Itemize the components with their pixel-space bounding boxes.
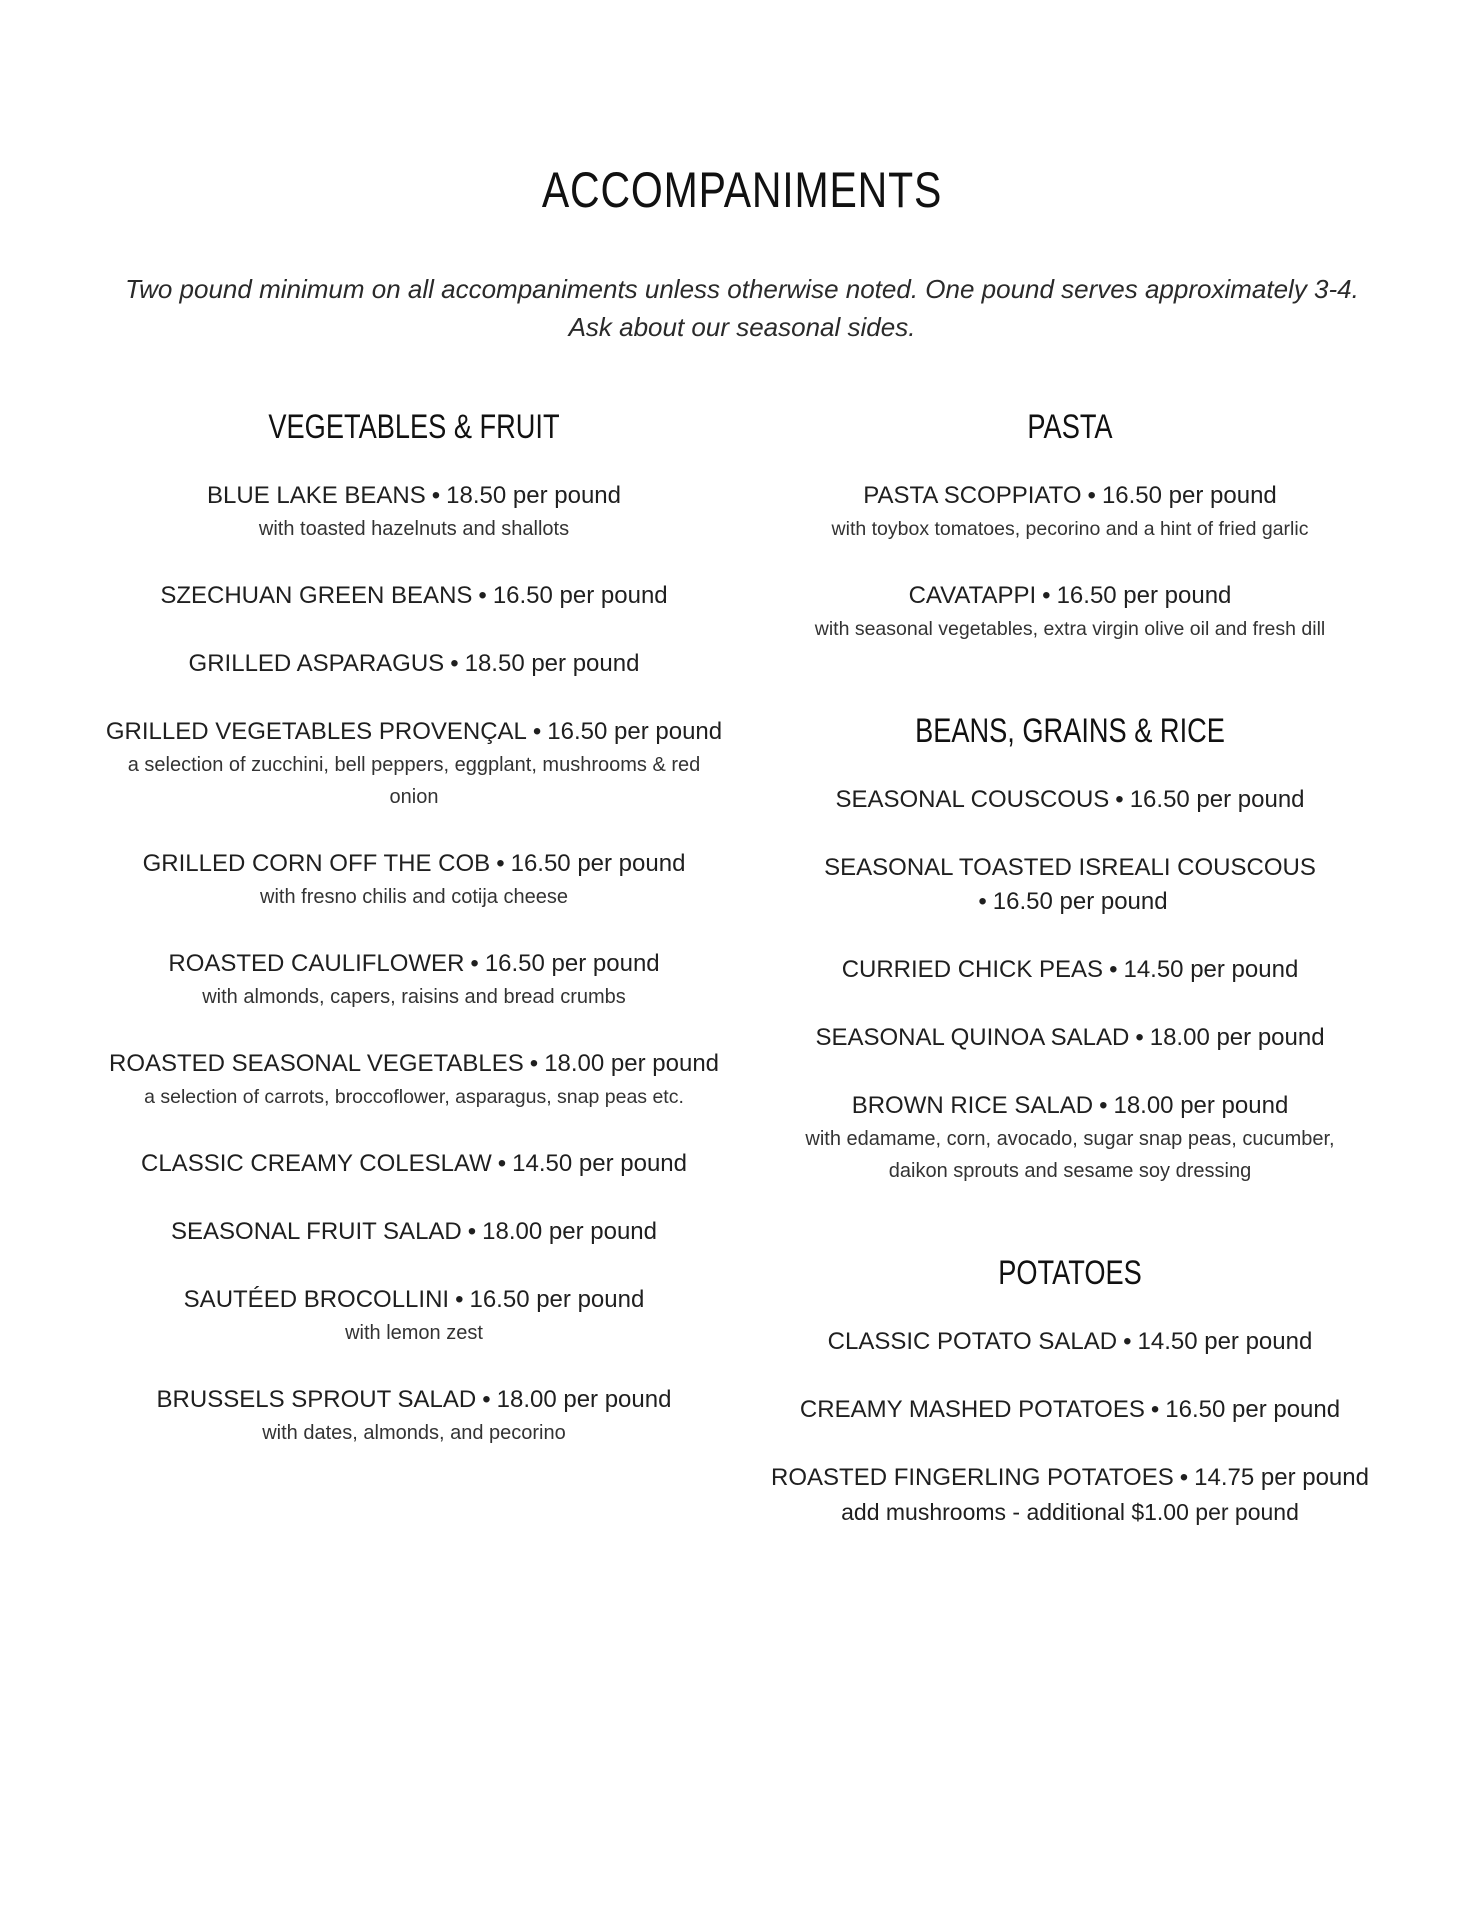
item-name: SEASONAL TOASTED ISREALI COUSCOUS <box>824 854 1316 881</box>
section-title-pasta: PASTA <box>1027 408 1113 446</box>
item-description: with dates, almonds, and pecorino <box>262 1422 566 1444</box>
menu-item <box>104 715 724 813</box>
item-description: with almonds, capers, raisins and bread crumbs <box>202 986 626 1008</box>
intro-note <box>0 270 1484 346</box>
bullet-separator: • <box>1087 482 1096 509</box>
bullet-separator: • <box>470 950 479 977</box>
menu-item <box>760 1089 1380 1187</box>
item-price: 18.00 per pound <box>482 1218 657 1245</box>
item-name: CLASSIC POTATO SALAD <box>827 1328 1118 1355</box>
item-name: GRILLED VEGETABLES PROVENÇAL <box>105 718 527 745</box>
item-name: GRILLED ASPARAGUS <box>188 650 445 677</box>
menu-item <box>104 847 724 913</box>
item-name: BLUE LAKE BEANS <box>207 482 426 509</box>
menu-item <box>760 783 1380 817</box>
bullet-separator: • <box>978 888 987 915</box>
item-description: with edamame, corn, avocado, sugar snap peas, cucumber, daikon sprouts and sesame soy dressing <box>805 1128 1335 1182</box>
page-title: ACCOMPANIMENTS <box>541 162 943 218</box>
menu-item <box>104 1047 724 1113</box>
pasta-section <box>760 405 1380 645</box>
menu-item <box>760 1461 1380 1529</box>
item-name: PASTA SCOPPIATO <box>863 482 1082 509</box>
item-name: BROWN RICE SALAD <box>851 1092 1094 1119</box>
item-price: 16.50 per pound <box>484 950 660 977</box>
menu-item <box>760 1021 1380 1055</box>
item-price: 16.50 per pound <box>1101 482 1277 509</box>
item-name: CURRIED CHICK PEAS <box>841 956 1104 983</box>
bullet-separator: • <box>497 1150 507 1177</box>
item-name: GRILLED CORN OFF THE COB <box>142 850 491 877</box>
bullet-separator: • <box>1099 1092 1108 1119</box>
intro-line-1: Two pound minimum on all accompaniments unless otherwise noted. One pound serves approximately 3-4. <box>125 274 1359 304</box>
menu-item <box>760 1393 1380 1427</box>
menu-item <box>760 1325 1380 1359</box>
item-price: 16.50 per pound <box>492 582 668 609</box>
item-name: ROASTED CAULIFLOWER <box>168 950 465 977</box>
item-price: 14.50 per pound <box>512 1150 687 1177</box>
item-name: SEASONAL COUSCOUS <box>835 786 1110 813</box>
menu-item <box>104 1383 724 1449</box>
item-price: 16.50 per pound <box>510 850 686 877</box>
item-description: add mushrooms - additional $1.00 per pound <box>841 1499 1299 1525</box>
item-price: 18.00 per pound <box>496 1386 672 1413</box>
item-price: 14.50 per pound <box>1123 956 1299 983</box>
bullet-separator: • <box>450 650 459 677</box>
bullet-separator: • <box>529 1050 539 1077</box>
item-name: SAUTÉED BROCOLLINI <box>183 1286 450 1313</box>
item-name: ROASTED SEASONAL VEGETABLES <box>108 1050 524 1077</box>
menu-item <box>760 479 1380 545</box>
item-name: BRUSSELS SPROUT SALAD <box>156 1386 477 1413</box>
item-price: 16.50 per pound <box>1165 1396 1341 1423</box>
menu-item <box>760 953 1380 987</box>
item-description: a selection of carrots, broccoflower, asparagus, snap peas etc. <box>144 1086 684 1108</box>
menu-item <box>104 647 724 681</box>
item-price: 16.50 per pound <box>469 1286 645 1313</box>
potatoes-section <box>760 1251 1380 1529</box>
bullet-separator: • <box>1109 956 1118 983</box>
item-price: 16.50 per pound <box>1129 786 1305 813</box>
beans-grains-rice-section <box>760 709 1380 1187</box>
item-name: CREAMY MASHED POTATOES <box>799 1396 1145 1423</box>
bullet-separator: • <box>1150 1396 1160 1423</box>
vegetables-fruit-column <box>104 405 724 1483</box>
section-title-vegetables-fruit: VEGETABLES & FRUIT <box>268 408 560 446</box>
bullet-separator: • <box>496 850 505 877</box>
bullet-separator: • <box>482 1386 491 1413</box>
bullet-separator: • <box>532 718 542 745</box>
item-price: 14.75 per pound <box>1194 1464 1369 1491</box>
item-price: 18.00 per pound <box>1113 1092 1289 1119</box>
item-price: 16.50 per pound <box>547 718 723 745</box>
item-price: 18.50 per pound <box>446 482 621 509</box>
item-price: 18.50 per pound <box>464 650 640 677</box>
right-column <box>760 405 1380 1593</box>
item-name: SEASONAL QUINOA SALAD <box>815 1024 1130 1051</box>
bullet-separator: • <box>1042 582 1051 609</box>
menu-item <box>104 1147 724 1181</box>
bullet-separator: • <box>1179 1464 1189 1491</box>
menu-item <box>104 479 724 545</box>
bullet-separator: • <box>1135 1024 1144 1051</box>
menu-item <box>760 579 1380 645</box>
item-description: with toasted hazelnuts and shallots <box>258 518 570 540</box>
section-title-beans-grains-rice: BEANS, GRAINS & RICE <box>915 712 1225 750</box>
bullet-separator: • <box>1123 1328 1132 1355</box>
item-description: with seasonal vegetables, extra virgin olive oil and fresh dill <box>814 618 1326 640</box>
item-price: 18.00 per pound <box>544 1050 720 1077</box>
bullet-separator: • <box>478 582 487 609</box>
item-price: 14.50 per pound <box>1137 1328 1313 1355</box>
bullet-separator: • <box>467 1218 477 1245</box>
bullet-separator: • <box>1115 786 1124 813</box>
item-description: a selection of zucchini, bell peppers, eggplant, mushrooms & red onion <box>127 754 701 808</box>
intro-line-2: Ask about our seasonal sides. <box>568 312 916 342</box>
item-description: with fresno chilis and cotija cheese <box>260 886 568 908</box>
item-description: with toybox tomatoes, pecorino and a hint of fried garlic <box>831 518 1309 540</box>
item-name: ROASTED FINGERLING POTATOES <box>771 1464 1174 1491</box>
bullet-separator: • <box>431 482 441 509</box>
menu-item <box>104 1215 724 1249</box>
menu-item <box>104 579 724 613</box>
item-price: 18.00 per pound <box>1149 1024 1325 1051</box>
item-name: CLASSIC CREAMY COLESLAW <box>141 1150 492 1177</box>
item-price: 16.50 per pound <box>1056 582 1232 609</box>
menu-item <box>104 1283 724 1349</box>
bullet-separator: • <box>455 1286 464 1313</box>
item-price: 16.50 per pound <box>992 888 1168 915</box>
item-description: with lemon zest <box>345 1322 483 1344</box>
section-title-potatoes: POTATOES <box>998 1254 1142 1292</box>
item-name: SEASONAL FRUIT SALAD <box>171 1218 462 1245</box>
menu-item <box>104 947 724 1013</box>
item-name: CAVATAPPI <box>908 582 1037 609</box>
item-name: SZECHUAN GREEN BEANS <box>160 582 473 609</box>
menu-item <box>760 851 1380 919</box>
